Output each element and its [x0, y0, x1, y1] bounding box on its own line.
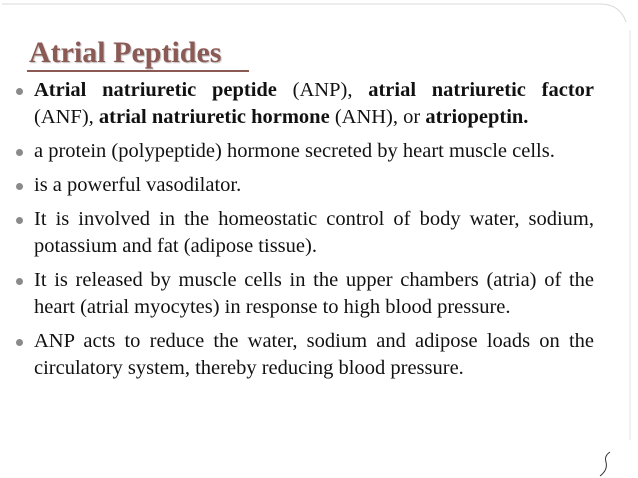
bullet-part-anf-name: atrial natriuretic factor: [368, 79, 595, 101]
bullet-text: It is involved in the homeostatic control of body water, sodium, potassium and fat (adipose tissue).: [34, 208, 594, 257]
bullet-text: ANP acts to reduce the water, sodium and adipose loads on the circulatory system, thereby reducing blood pressure.: [34, 330, 594, 379]
bullet-item-homeostatic: [14, 206, 594, 260]
bullet-part-anp-abbr: (ANP),: [276, 79, 369, 101]
frame-top-line: [2, 4, 626, 22]
bullet-part-anf-abbr: (ANF),: [34, 106, 99, 128]
slide-title: Atrial Peptides: [29, 36, 222, 69]
bullet-item-names: [14, 77, 594, 131]
bullet-item-vasodilator: [14, 172, 594, 199]
bullet-part-anp-name: Atrial natriuretic peptide: [34, 79, 277, 101]
bullet-item-action: [14, 328, 594, 382]
bullet-list: [14, 77, 594, 389]
bullet-text: It is released by muscle cells in the upper chambers (atria) of the heart (atrial myocytes) in response to high blood pressure.: [34, 269, 594, 318]
bullet-dot: [16, 217, 23, 224]
bullet-dot: [16, 278, 23, 285]
bullet-dot: [16, 183, 23, 190]
bullet-part-anh-abbr: (ANH), or: [329, 106, 426, 128]
bullet-dot: [16, 339, 23, 346]
bullet-part-anh-name: atrial natriuretic hormone: [98, 106, 330, 128]
bullet-text: is a powerful vasodilator.: [34, 174, 242, 196]
bullet-item-protein: [14, 138, 594, 165]
bullet-dot: [16, 88, 23, 95]
bullet-text: a protein (polypeptide) hormone secreted by heart muscle cells.: [34, 140, 555, 162]
title-underline: [27, 70, 249, 72]
bullet-dot: [16, 149, 23, 156]
bullet-item-release: [14, 267, 594, 321]
frame-corner-curl: [600, 452, 610, 476]
bullet-part-atriopeptin: atriopeptin.: [425, 106, 529, 128]
